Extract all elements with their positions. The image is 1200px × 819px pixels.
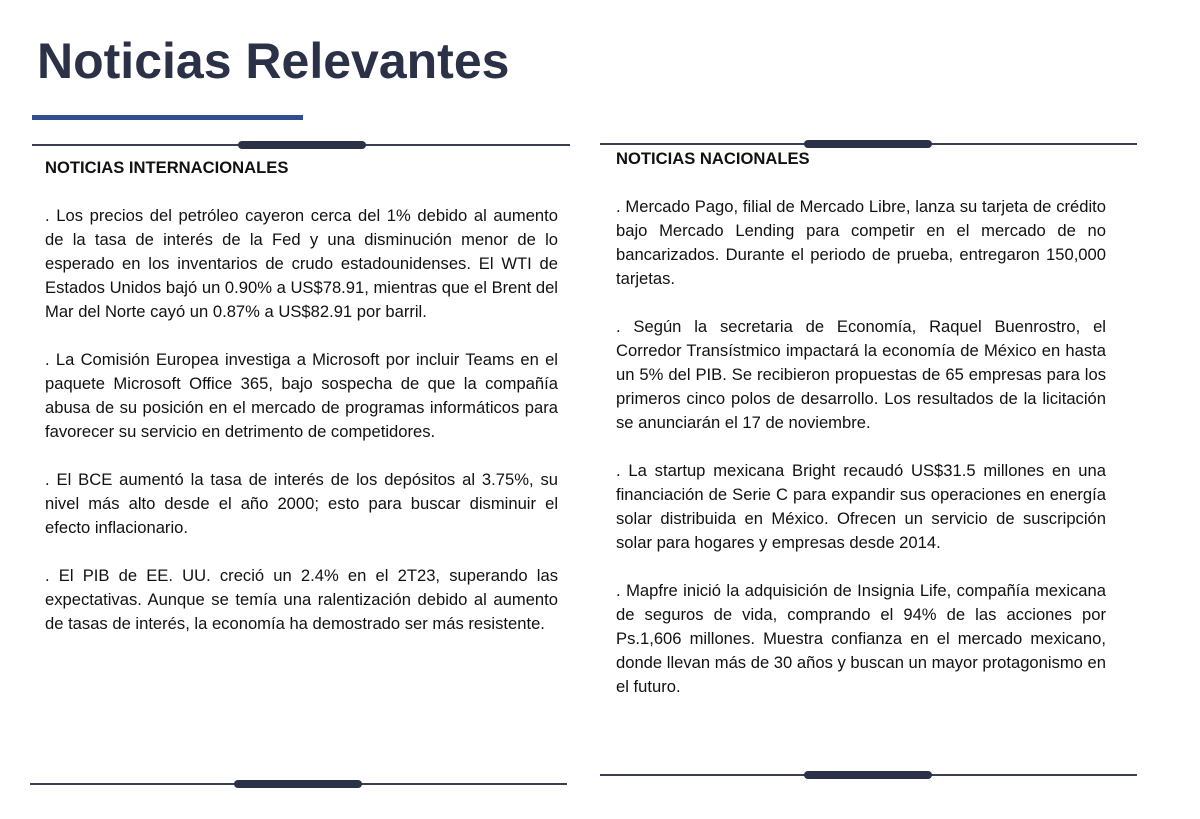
left-top-rule (32, 144, 570, 146)
page-title: Noticias Relevantes (37, 33, 510, 89)
right-top-rule (600, 143, 1137, 145)
international-news-section (45, 156, 558, 660)
national-news-section (616, 147, 1106, 723)
left-bottom-rule (30, 783, 567, 785)
news-item: . El PIB de EE. UU. creció un 2.4% en el 2T23, superando las expectativas. Aunque se temía una ralentización debido al aumento de tasas de interés, la economía ha demostrado ser más resistente. (45, 566, 558, 633)
right-bottom-rule (600, 774, 1137, 776)
news-item: . El BCE aumentó la tasa de interés de los depósitos al 3.75%, su nivel más alto desde el año 2000; esto para buscar disminuir el efecto inflacionario. (45, 470, 558, 537)
national-news-list (616, 195, 1106, 699)
right-bottom-rule-knob (804, 771, 932, 779)
news-item: . Mercado Pago, filial de Mercado Libre, lanza su tarjeta de crédito bajo Mercado Lending para competir en el mercado de no bancarizados. Durante el periodo de prueba, entregaron 150,000 tarjetas. (616, 197, 1106, 288)
news-item: . Según la secretaria de Economía, Raquel Buenrostro, el Corredor Transístmico impactará la economía de México en hasta un 5% del PIB. Se recibieron propuestas de 65 empresas para los primeros cinco polos de desarrollo. Los resultados de la licitación se anunciarán el 17 de noviembre. (616, 317, 1106, 432)
news-item: . La startup mexicana Bright recaudó US$31.5 millones en una financiación de Serie C para expandir sus operaciones en energía solar distribuida en México. Ofrecen un servicio de suscripción solar para hogares y empresas desde 2014. (616, 461, 1106, 552)
international-news-heading: NOTICIAS INTERNACIONALES (45, 158, 289, 177)
national-news-heading: NOTICIAS NACIONALES (616, 149, 810, 168)
news-item: . La Comisión Europea investiga a Microsoft por incluir Teams en el paquete Microsoft Office 365, bajo sospecha de que la compañía abusa de su posición en el mercado de programas informáticos para favorecer su servicio en detrimento de competidores. (45, 350, 558, 441)
news-item: . Los precios del petróleo cayeron cerca del 1% debido al aumento de la tasa de interés de la Fed y una disminución menor de lo esperado en los inventarios de crudo estadounidenses. El WTI de Estados Unidos bajó un 0.90% a US$78.91, mientras que el Brent del Mar del Norte cayó un 0.87% a US$82.91 por barril. (45, 206, 558, 321)
international-news-list (45, 204, 558, 636)
left-top-rule-knob (238, 141, 366, 149)
title-underline (32, 115, 303, 120)
left-bottom-rule-knob (234, 780, 362, 788)
news-item: . Mapfre inició la adquisición de Insignia Life, compañía mexicana de seguros de vida, comprando el 94% de las acciones por Ps.1,606 millones. Muestra confianza en el mercado mexicano, donde llevan más de 30 años y buscan un mayor protagonismo en el futuro. (616, 581, 1106, 696)
